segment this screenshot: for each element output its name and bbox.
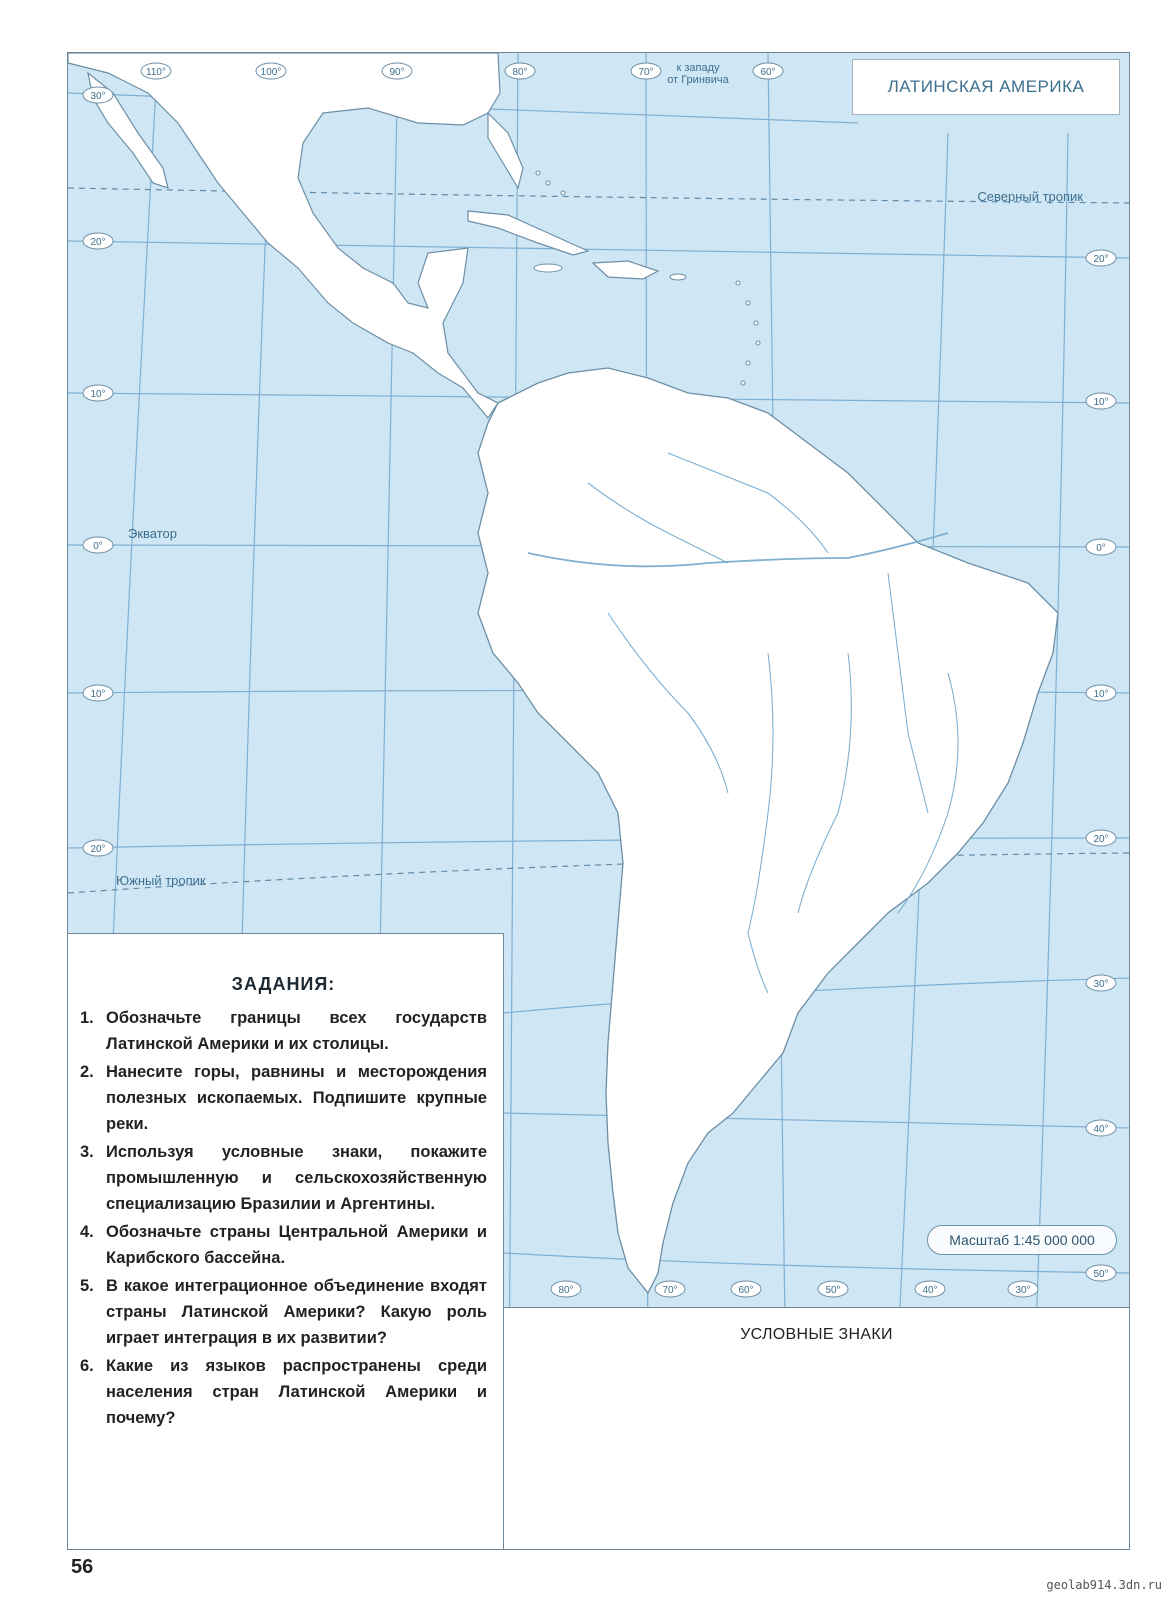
task-text: Обозначьте страны Центральной Америки и Карибского бассейна. — [106, 1223, 487, 1267]
svg-text:100°: 100° — [260, 67, 282, 78]
meridian-label — [731, 1281, 761, 1297]
task-item — [80, 1059, 487, 1137]
south-tropic-label: Южный тропик — [116, 873, 206, 888]
svg-text:80°: 80° — [558, 1285, 574, 1296]
meridian-label — [382, 63, 412, 79]
meridian-label — [551, 1281, 581, 1297]
task-number: 5. — [80, 1277, 94, 1295]
page-number: 56 — [71, 1556, 94, 1578]
svg-text:110°: 110° — [146, 67, 166, 78]
legend-panel — [504, 1307, 1129, 1549]
svg-text:20°: 20° — [1093, 254, 1109, 265]
parallel-label — [1086, 250, 1116, 266]
map-title: ЛАТИНСКАЯ АМЕРИКА — [852, 59, 1120, 115]
watermark: geolab914.3dn.ru — [1046, 1578, 1162, 1592]
svg-text:40°: 40° — [1093, 1124, 1109, 1135]
svg-text:10°: 10° — [90, 689, 106, 700]
map-frame — [67, 52, 1130, 1550]
parallel-label — [1086, 830, 1116, 846]
parallel-label — [1086, 1120, 1116, 1136]
parallel-label — [83, 87, 113, 103]
svg-text:80°: 80° — [512, 67, 528, 78]
svg-text:30°: 30° — [1093, 979, 1109, 990]
parallel-label — [1086, 975, 1116, 991]
svg-text:20°: 20° — [1093, 834, 1109, 845]
meridian-label — [505, 63, 535, 79]
tasks-title: ЗАДАНИЯ: — [231, 974, 336, 994]
meridian-label — [1008, 1281, 1038, 1297]
equator-label: Экватор — [128, 526, 178, 541]
parallel-label — [83, 537, 113, 553]
svg-text:20°: 20° — [90, 844, 106, 855]
parallel-label — [1086, 1265, 1116, 1281]
legend-title: УСЛОВНЫЕ ЗНАКИ — [740, 1326, 893, 1343]
svg-text:0°: 0° — [1096, 543, 1106, 554]
svg-text:от Гринвича: от Гринвича — [667, 74, 729, 86]
parallel-label — [1086, 393, 1116, 409]
parallel-label — [83, 233, 113, 249]
svg-text:30°: 30° — [90, 91, 106, 102]
task-text: Используя условные знаки, покажите промышленную и сельскохозяйственную специализацию Бразилии и Аргентины. — [106, 1143, 487, 1213]
parallel-label — [83, 385, 113, 401]
svg-text:60°: 60° — [738, 1285, 754, 1296]
meridian-label — [631, 63, 661, 79]
task-item — [80, 1139, 487, 1217]
parallel-label — [83, 840, 113, 856]
svg-text:70°: 70° — [662, 1285, 678, 1296]
task-item — [80, 1353, 487, 1431]
task-item — [80, 1005, 487, 1057]
svg-text:10°: 10° — [1093, 397, 1109, 408]
parallel-label — [1086, 685, 1116, 701]
svg-text:90°: 90° — [389, 67, 405, 78]
svg-text:30°: 30° — [1015, 1285, 1031, 1296]
tasks-panel — [68, 933, 504, 1550]
meridian-label — [915, 1281, 945, 1297]
meridian-label — [753, 63, 783, 79]
svg-text:10°: 10° — [1093, 689, 1109, 700]
task-number: 2. — [80, 1063, 94, 1081]
task-text: Обозначьте границы всех государств Латинской Америки и их столицы. — [106, 1009, 487, 1053]
task-item — [80, 1219, 487, 1271]
svg-text:к западу: к западу — [676, 62, 720, 74]
meridian-label — [256, 63, 286, 79]
svg-text:60°: 60° — [760, 67, 776, 78]
scale-label: Масштаб 1:45 000 000 — [927, 1225, 1117, 1255]
svg-text:40°: 40° — [922, 1285, 938, 1296]
task-text: В какое интеграционное объединение входят страны Латинской Америки? Какую роль играет интеграция в их развитии? — [106, 1277, 487, 1347]
task-item — [80, 1273, 487, 1351]
meridian-label — [818, 1281, 848, 1297]
parallel-label — [83, 685, 113, 701]
svg-text:20°: 20° — [90, 237, 106, 248]
svg-text:50°: 50° — [825, 1285, 841, 1296]
parallel-label — [1086, 539, 1116, 555]
svg-text:10°: 10° — [90, 389, 106, 400]
task-text: Какие из языков распространены среди населения стран Латинской Америки и почему? — [106, 1357, 487, 1427]
task-text: Нанесите горы, равнины и месторождения полезных ископаемых. Подпишите крупные реки. — [106, 1063, 487, 1133]
task-number: 6. — [80, 1357, 94, 1375]
north-tropic-label: Северный тропик — [977, 189, 1083, 204]
meridian-label — [141, 63, 171, 79]
meridian-label — [655, 1281, 685, 1297]
svg-text:0°: 0° — [93, 541, 103, 552]
task-number: 1. — [80, 1009, 94, 1027]
task-number: 4. — [80, 1223, 94, 1241]
svg-text:70°: 70° — [638, 67, 654, 78]
task-number: 3. — [80, 1143, 94, 1161]
svg-text:50°: 50° — [1093, 1269, 1109, 1280]
